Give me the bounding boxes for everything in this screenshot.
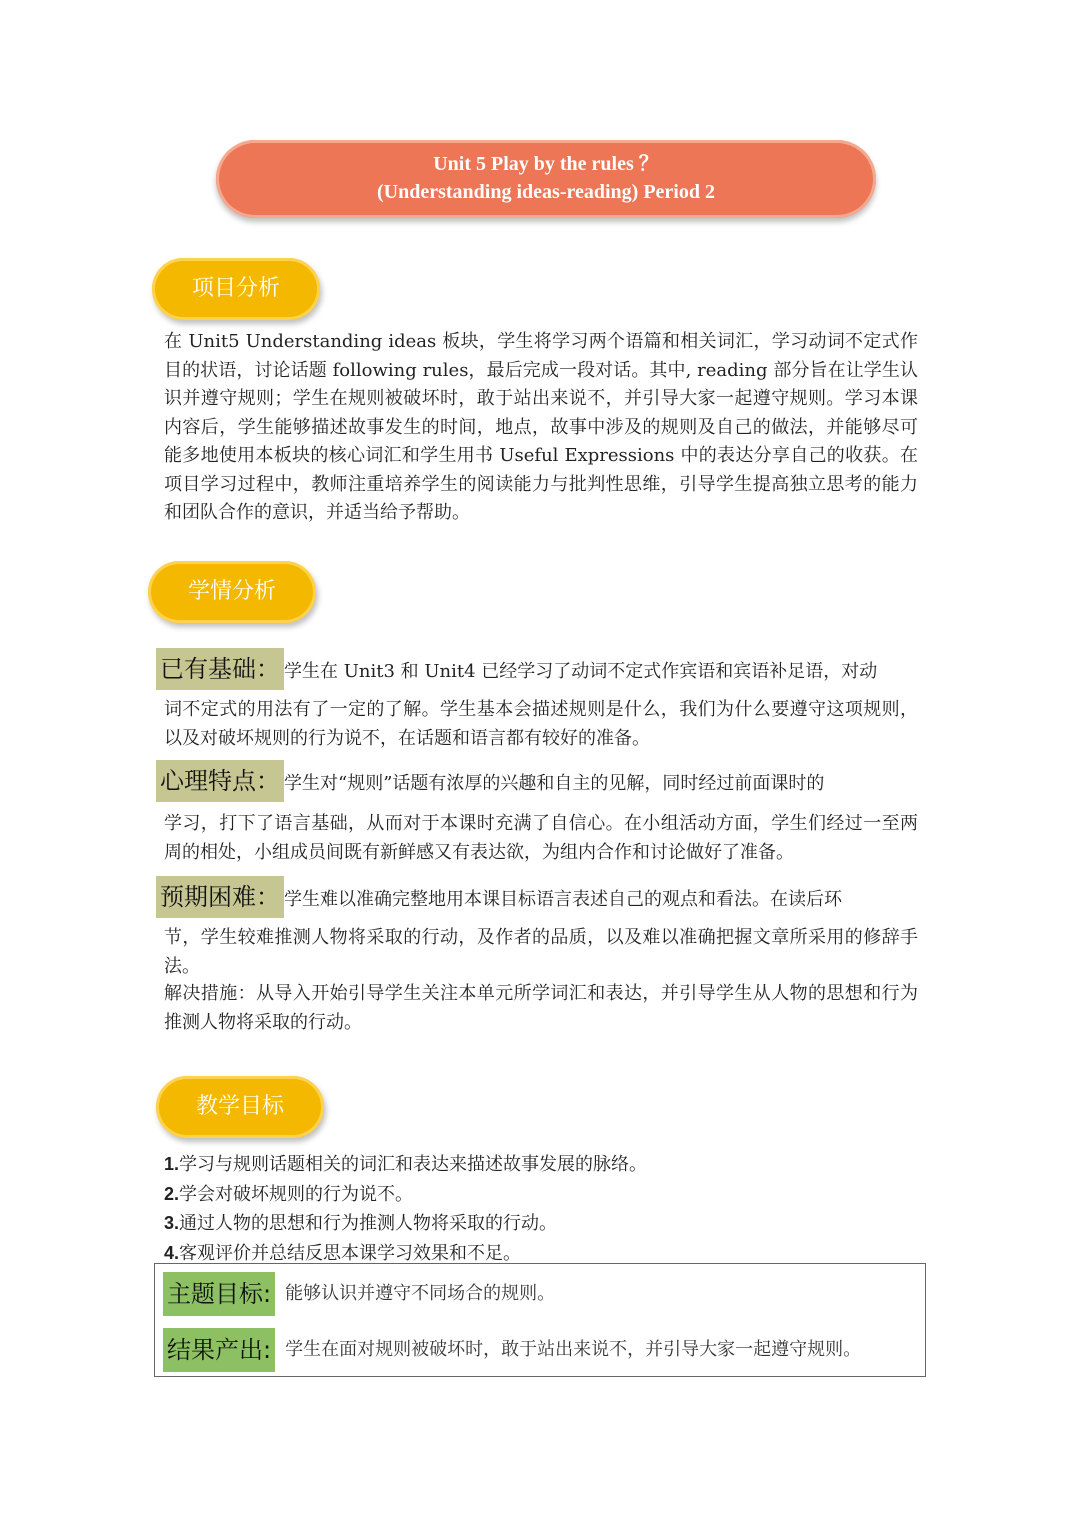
section-heading-project-analysis: 项目分析: [152, 258, 320, 320]
goal-item: 2.学会对破坏规则的行为说不。: [164, 1183, 414, 1205]
title-line-1: Unit 5 Play by the rules ？: [433, 153, 659, 175]
goals-summary-box: [154, 1263, 926, 1377]
difficulty-row: [156, 876, 918, 922]
psych-text: 学习，打下了语言基础，从而对于本课时充满了自信心。在小组活动方面，学生们经过一至两周的相处，小组成员间既有新鲜感又有表达欲，为组内合作和讨论做好了准备。: [164, 813, 918, 863]
psych-row: [156, 760, 918, 806]
title-banner: [216, 140, 876, 218]
difficulty-first-line: 学生难以准确完整地用本课目标语言表述自己的观点和看法。在读后环: [284, 889, 842, 910]
difficulty-label: 预期困难：: [156, 876, 284, 918]
basis-first-line: 学生在 Unit3 和 Unit4 已经学习了动词不定式作宾语和宾语补足语，对动: [284, 661, 878, 682]
title-line-2: (Understanding ideas-reading) Period 2: [377, 181, 715, 203]
result-output-label: 结果产出:: [163, 1328, 275, 1372]
teaching-goals-list: [164, 1150, 918, 1268]
theme-goal-label: 主题目标:: [163, 1272, 275, 1316]
project-analysis-text: 在 Unit5 Understanding ideas 板块，学生将学习两个语篇和相关词汇，学习动词不定式作目的状语，讨论话题 following rules，最后完成一段对话。其中, reading 部分旨在让学生认识并遵守规则；学生在规则被破坏时，敢于站出来说不，并引导大家一起遵守规则。学习本课内容后，学生能够描述故事发生的时间，地点，故事中涉及的规则及自己的做法，并能够尽可能多地使用本板块的核心词汇和学生用书 Useful Expressions 中的表达分享自己的收获。在项目学习过程中，教师注重培养学生的阅读能力与批判性思维，引导学生提高独立思考的能力和团队合作的意识，并适当给予帮助。: [164, 331, 918, 523]
goal-item: 4.客观评价并总结反思本课学习效果和不足。: [164, 1242, 522, 1264]
psych-label: 心理特点：: [156, 760, 284, 802]
solution-text: 解决措施：从导入开始引导学生关注本单元所学词汇和表达，并引导学生从人物的思想和行为推测人物将采取的行动。: [164, 983, 918, 1033]
goal-item: 1.学习与规则话题相关的词汇和表达来描述故事发展的脉络。: [164, 1154, 648, 1175]
result-output-text: 学生在面对规则被破坏时，敢于站出来说不，并引导大家一起遵守规则。: [285, 1339, 862, 1360]
psych-first-line: 学生对“规则”话题有浓厚的兴趣和自主的见解，同时经过前面课时的: [284, 773, 825, 794]
difficulty-text: 节，学生较难推测人物将采取的行动，及作者的品质，以及难以准确把握文章所采用的修辞手法。: [164, 927, 918, 977]
theme-goal-text: 能够认识并遵守不同场合的规则。: [285, 1283, 556, 1304]
theme-goal-row: [163, 1272, 555, 1316]
section-heading-teaching-goals: 教学目标: [156, 1076, 324, 1138]
goal-item: 3.通过人物的思想和行为推测人物将采取的行动。: [164, 1213, 558, 1234]
section-heading-student-analysis: 学情分析: [148, 561, 316, 623]
result-output-row: [163, 1328, 861, 1372]
basis-label: 已有基础：: [156, 648, 284, 690]
basis-text: 词不定式的用法有了一定的了解。学生基本会描述规则是什么，我们为什么要遵守这项规则，以及对破坏规则的行为说不，在话题和语言都有较好的准备。: [164, 699, 918, 749]
basis-row: [156, 648, 918, 694]
